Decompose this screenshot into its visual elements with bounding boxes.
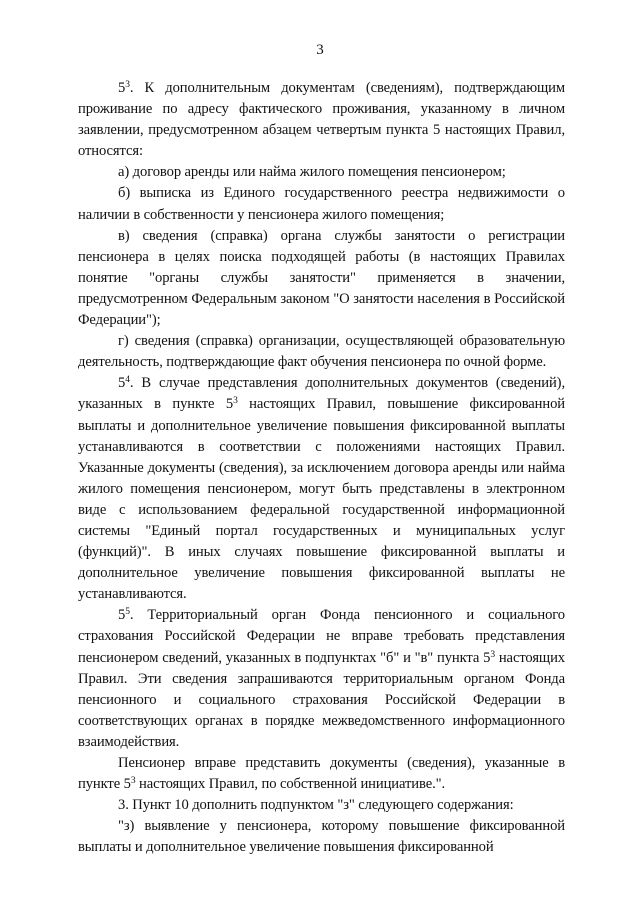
paragraph-item-v: в) сведения (справка) органа службы занятости о регистрации пенсионера в целях поиска подходящей работы (в настоящих Правилах понятие "органы службы занятости" применяется в значении, предусмотренном Федеральным законом "О занятости населения в Российской Федерации"); (78, 227, 565, 329)
paragraph-5-3: $5^3$. К дополнительным документам (сведениям), подтверждающим проживание по адресу фактического проживания, указанному в личном заявлении, предусмотренном абзацем четвертым пункта 5 настоящих Правил, относятся: (78, 79, 565, 160)
document-body (78, 78, 565, 858)
paragraph-5-4: $5^4$. В случае представления дополнительных документов (сведений), указанных в пункте $5^3$ настоящих Правил, повышение фиксированной выплаты и дополнительное увеличение повышения фиксированной выплаты устанавливаются в соответствии с положениями настоящих Правил. Указанные документы (сведения), за исключением договора аренды или найма жилого помещения пенсионером, могут быть представлены в электронном виде с использованием федеральной государственной информационной системы "Единый портал государственных и муниципальных услуг (функций)". В иных случаях повышение фиксированной выплаты и дополнительное увеличение повышения фиксированной выплаты не устанавливаются. (78, 375, 565, 603)
paragraph-pensioner-initiative: Пенсионер вправе представить документы (сведения), указанные в пункте $5^3$ настоящих Правил, по собственной инициативе.". (78, 755, 565, 793)
paragraph-3: 3. Пункт 10 дополнить подпунктом "з" следующего содержания: (118, 797, 514, 814)
page-number: 3 (316, 42, 324, 58)
paragraph-item-b: б) выписка из Единого государственного реестра недвижимости о наличии в собственности у пенсионера жилого помещения; (78, 185, 565, 223)
paragraph-5-5: $5^5$. Территориальный орган Фонда пенсионного и социального страхования Российской Федерации не вправе требовать представления пенсионером сведений, указанных в подпунктах "б" и "в" пункта $5^3$ настоящих Правил. Эти сведения запрашиваются территориальным органом Фонда пенсионного и социального страхования Российской Федерации в соответствующих органах в порядке межведомственного информационного взаимодействия. (78, 607, 565, 750)
paragraph-item-z: "з) выявление у пенсионера, которому повышение фиксированной выплаты и дополнительное увеличение повышения фиксированной (78, 818, 565, 856)
paragraph-item-g: г) сведения (справка) организации, осуществляющей образовательную деятельность, подтверждающие факт обучения пенсионера по очной форме. (78, 333, 565, 371)
paragraph-item-a: а) договор аренды или найма жилого помещения пенсионером; (118, 164, 506, 181)
